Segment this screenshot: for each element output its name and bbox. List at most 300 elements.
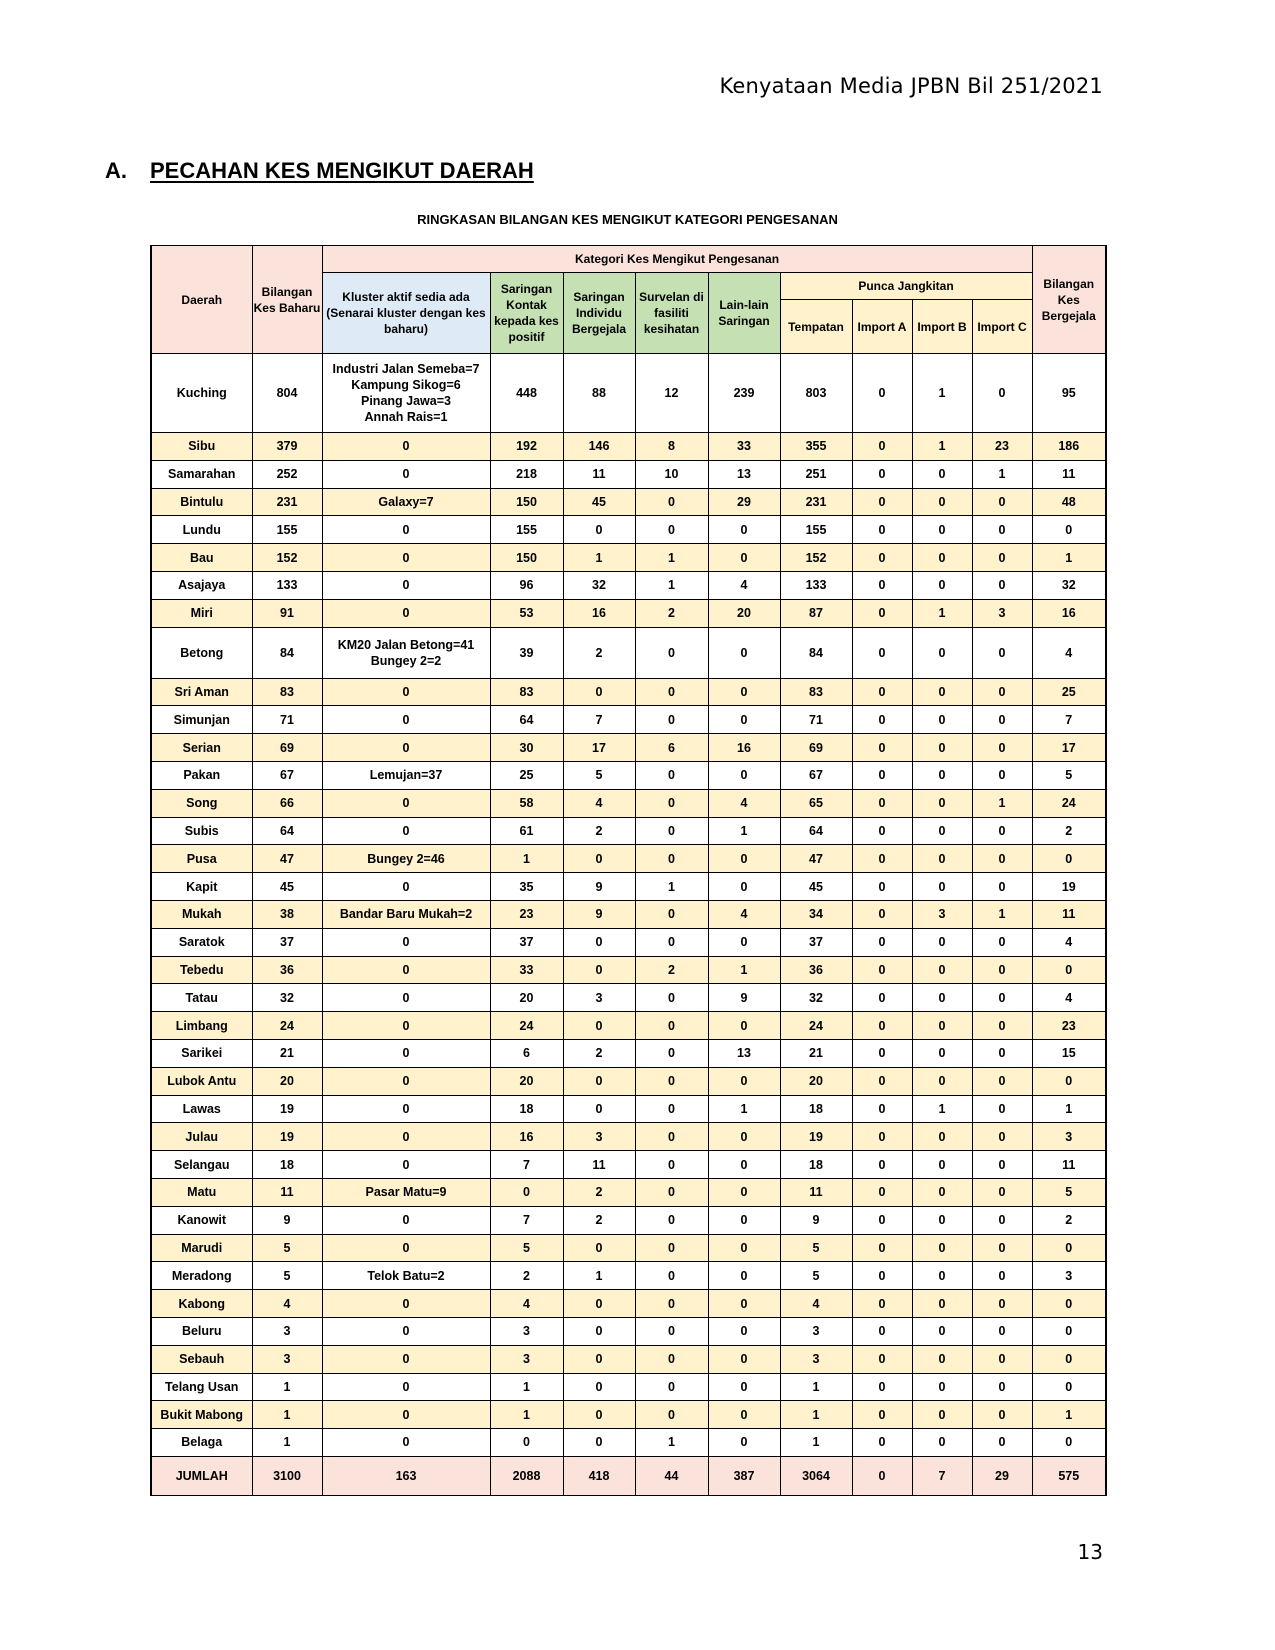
table-row [151, 873, 1106, 901]
cell-saringan-individu: 0 [563, 1290, 635, 1318]
cell-import-c: 0 [972, 516, 1032, 544]
table-row [151, 984, 1106, 1012]
cell-import-c: 0 [972, 1012, 1032, 1040]
cell-import-a: 0 [852, 1429, 912, 1457]
cell-kes-bergejala: 4 [1032, 627, 1106, 678]
cell-import-a: 0 [852, 627, 912, 678]
cell-tempatan: 36 [780, 956, 852, 984]
cell-kluster: 0 [322, 678, 490, 706]
cell-kluster: 0 [322, 706, 490, 734]
cell-import-c: 0 [972, 734, 1032, 762]
header-import-b: Import B [912, 300, 972, 354]
cell-import-b: 0 [912, 761, 972, 789]
cell-import-c: 0 [972, 488, 1032, 516]
cell-kes-baharu: 152 [252, 544, 322, 572]
cell-saringan-individu: 0 [563, 1095, 635, 1123]
cell-daerah: Bintulu [151, 488, 252, 516]
cell-saringan-kontak: 5 [490, 1234, 563, 1262]
cell-kes-baharu: 4 [252, 1290, 322, 1318]
cell-survelan: 0 [635, 1012, 708, 1040]
cell-saringan-kontak: 64 [490, 706, 563, 734]
cell-import-b: 0 [912, 488, 972, 516]
header-tempatan: Tempatan [780, 300, 852, 354]
cell-tempatan: 65 [780, 789, 852, 817]
cell-kes-bergejala: 0 [1032, 1234, 1106, 1262]
cell-import-a: 0 [852, 1012, 912, 1040]
header-survelan: Survelan di fasiliti kesihatan [635, 273, 708, 354]
cell-survelan: 0 [635, 1151, 708, 1179]
cell-import-c: 0 [972, 1067, 1032, 1095]
cell-survelan: 0 [635, 1290, 708, 1318]
cell-tempatan: 19 [780, 1123, 852, 1151]
cell-daerah: Pusa [151, 845, 252, 873]
cell-import-c: 0 [972, 1290, 1032, 1318]
cell-lain-lain: 0 [708, 1429, 780, 1457]
table-row [151, 900, 1106, 928]
cell-lain-lain: 0 [708, 678, 780, 706]
cell-import-c: 0 [972, 1151, 1032, 1179]
cell-survelan: 1 [635, 544, 708, 572]
cell-kes-baharu: 24 [252, 1012, 322, 1040]
cell-daerah: Sri Aman [151, 678, 252, 706]
cell-survelan: 0 [635, 984, 708, 1012]
cell-saringan-individu: 0 [563, 1067, 635, 1095]
cell-kes-baharu: 3100 [252, 1456, 322, 1495]
cell-kes-baharu: 20 [252, 1067, 322, 1095]
cell-tempatan: 45 [780, 873, 852, 901]
cell-daerah: Matu [151, 1178, 252, 1206]
cell-kluster: 0 [322, 544, 490, 572]
table-row [151, 1429, 1106, 1457]
cell-daerah: Lawas [151, 1095, 252, 1123]
cell-daerah: Bukit Mabong [151, 1401, 252, 1429]
cell-lain-lain: 20 [708, 599, 780, 627]
cell-import-a: 0 [852, 1151, 912, 1179]
cell-tempatan: 1 [780, 1373, 852, 1401]
cell-survelan: 8 [635, 433, 708, 461]
cell-kes-bergejala: 1 [1032, 1095, 1106, 1123]
cell-kluster: Lemujan=37 [322, 761, 490, 789]
cell-import-b: 1 [912, 599, 972, 627]
cell-import-a: 0 [852, 1317, 912, 1345]
cell-tempatan: 5 [780, 1262, 852, 1290]
cell-survelan: 2 [635, 956, 708, 984]
cell-tempatan: 84 [780, 627, 852, 678]
cell-import-b: 0 [912, 627, 972, 678]
cell-import-c: 0 [972, 571, 1032, 599]
cell-saringan-individu: 3 [563, 984, 635, 1012]
cell-saringan-individu: 146 [563, 433, 635, 461]
cell-import-c: 0 [972, 873, 1032, 901]
table-row [151, 678, 1106, 706]
cell-tempatan: 3 [780, 1345, 852, 1373]
cell-lain-lain: 0 [708, 706, 780, 734]
cell-survelan: 0 [635, 1373, 708, 1401]
cell-tempatan: 231 [780, 488, 852, 516]
cell-kes-baharu: 84 [252, 627, 322, 678]
cell-import-b: 0 [912, 1262, 972, 1290]
cell-import-c: 0 [972, 1317, 1032, 1345]
cell-tempatan: 11 [780, 1178, 852, 1206]
cell-daerah: Bau [151, 544, 252, 572]
cell-saringan-individu: 11 [563, 460, 635, 488]
cell-kes-bergejala: 0 [1032, 516, 1106, 544]
cell-import-a: 0 [852, 817, 912, 845]
cell-daerah: Lubok Antu [151, 1067, 252, 1095]
cell-kes-bergejala: 11 [1032, 460, 1106, 488]
header-kluster: Kluster aktif sedia ada (Senarai kluster dengan kes baharu) [322, 273, 490, 354]
cell-import-b: 0 [912, 544, 972, 572]
header-bilangan-kes-baharu: Bilangan Kes Baharu [252, 246, 322, 354]
cell-kes-bergejala: 1 [1032, 544, 1106, 572]
cell-import-a: 0 [852, 1345, 912, 1373]
header-lain-lain: Lain-lain Saringan [708, 273, 780, 354]
table-row [151, 460, 1106, 488]
table-row [151, 1012, 1106, 1040]
cell-import-c: 29 [972, 1456, 1032, 1495]
cell-kes-baharu: 71 [252, 706, 322, 734]
cell-saringan-kontak: 18 [490, 1095, 563, 1123]
cell-saringan-kontak: 0 [490, 1429, 563, 1457]
cell-survelan: 2 [635, 599, 708, 627]
cell-saringan-individu: 1 [563, 544, 635, 572]
cell-kluster: 0 [322, 1429, 490, 1457]
cell-saringan-kontak: 23 [490, 900, 563, 928]
cell-kes-baharu: 5 [252, 1262, 322, 1290]
cell-saringan-individu: 0 [563, 1401, 635, 1429]
cell-lain-lain: 13 [708, 460, 780, 488]
cell-survelan: 12 [635, 354, 708, 433]
cell-import-b: 1 [912, 354, 972, 433]
cell-saringan-individu: 418 [563, 1456, 635, 1495]
table-row [151, 734, 1106, 762]
cell-import-a: 0 [852, 706, 912, 734]
cell-lain-lain: 0 [708, 873, 780, 901]
cell-import-c: 0 [972, 1206, 1032, 1234]
table-row [151, 706, 1106, 734]
cell-kluster: 0 [322, 1345, 490, 1373]
cell-kluster: 0 [322, 433, 490, 461]
cell-import-c: 0 [972, 1345, 1032, 1373]
cell-import-a: 0 [852, 516, 912, 544]
cell-daerah: Limbang [151, 1012, 252, 1040]
cell-tempatan: 251 [780, 460, 852, 488]
cell-lain-lain: 4 [708, 900, 780, 928]
cell-tempatan: 47 [780, 845, 852, 873]
cell-kes-bergejala: 0 [1032, 1067, 1106, 1095]
cell-daerah: Kanowit [151, 1206, 252, 1234]
cell-saringan-kontak: 3 [490, 1317, 563, 1345]
cell-daerah: Beluru [151, 1317, 252, 1345]
cell-tempatan: 355 [780, 433, 852, 461]
cell-kes-baharu: 38 [252, 900, 322, 928]
table-row [151, 1290, 1106, 1318]
cell-saringan-kontak: 61 [490, 817, 563, 845]
cell-saringan-kontak: 4 [490, 1290, 563, 1318]
cell-saringan-kontak: 24 [490, 1012, 563, 1040]
cell-import-b: 1 [912, 433, 972, 461]
cell-import-a: 0 [852, 1401, 912, 1429]
table-row [151, 1039, 1106, 1067]
cell-kes-bergejala: 3 [1032, 1123, 1106, 1151]
cell-kluster: 0 [322, 1234, 490, 1262]
table-row [151, 354, 1106, 433]
cell-tempatan: 32 [780, 984, 852, 1012]
cell-tempatan: 803 [780, 354, 852, 433]
cell-tempatan: 18 [780, 1151, 852, 1179]
cell-kes-baharu: 19 [252, 1123, 322, 1151]
cell-saringan-kontak: 58 [490, 789, 563, 817]
table-row [151, 1206, 1106, 1234]
cell-kluster: 0 [322, 460, 490, 488]
cell-survelan: 0 [635, 706, 708, 734]
cell-kes-baharu: 1 [252, 1401, 322, 1429]
table-row [151, 1123, 1106, 1151]
cell-kes-bergejala: 23 [1032, 1012, 1106, 1040]
cell-import-a: 0 [852, 761, 912, 789]
table-row [151, 1095, 1106, 1123]
cell-saringan-individu: 0 [563, 1373, 635, 1401]
cell-daerah: Song [151, 789, 252, 817]
cell-kluster: Industri Jalan Semeba=7 Kampung Sikog=6 Pinang Jawa=3 Annah Rais=1 [322, 354, 490, 433]
cell-import-b: 0 [912, 984, 972, 1012]
cell-lain-lain: 4 [708, 789, 780, 817]
cell-kes-baharu: 231 [252, 488, 322, 516]
cell-saringan-kontak: 33 [490, 956, 563, 984]
cell-kes-bergejala: 7 [1032, 706, 1106, 734]
cell-lain-lain: 9 [708, 984, 780, 1012]
cell-survelan: 0 [635, 817, 708, 845]
cell-import-c: 0 [972, 1123, 1032, 1151]
cell-import-a: 0 [852, 1290, 912, 1318]
table-title: RINGKASAN BILANGAN KES MENGIKUT KATEGORI PENGESANAN [417, 212, 838, 227]
cell-daerah: Miri [151, 599, 252, 627]
cell-tempatan: 3 [780, 1317, 852, 1345]
cell-saringan-kontak: 20 [490, 1067, 563, 1095]
cell-kes-baharu: 32 [252, 984, 322, 1012]
cell-tempatan: 4 [780, 1290, 852, 1318]
cell-import-a: 0 [852, 956, 912, 984]
cell-lain-lain: 0 [708, 761, 780, 789]
cell-saringan-individu: 5 [563, 761, 635, 789]
cell-import-a: 0 [852, 544, 912, 572]
cell-lain-lain: 0 [708, 1123, 780, 1151]
cell-saringan-kontak: 1 [490, 1401, 563, 1429]
cell-tempatan: 9 [780, 1206, 852, 1234]
page-number: 13 [1077, 1540, 1103, 1564]
cell-import-b: 0 [912, 1317, 972, 1345]
cell-saringan-individu: 2 [563, 1206, 635, 1234]
cell-tempatan: 1 [780, 1401, 852, 1429]
cell-tempatan: 37 [780, 928, 852, 956]
cell-survelan: 0 [635, 928, 708, 956]
cell-import-b: 0 [912, 873, 972, 901]
cell-tempatan: 18 [780, 1095, 852, 1123]
table-row [151, 1178, 1106, 1206]
cell-kes-bergejala: 16 [1032, 599, 1106, 627]
cell-tempatan: 155 [780, 516, 852, 544]
cell-import-b: 0 [912, 1067, 972, 1095]
cell-survelan: 0 [635, 1206, 708, 1234]
cell-kes-bergejala: 5 [1032, 761, 1106, 789]
cell-survelan: 1 [635, 873, 708, 901]
cell-import-b: 0 [912, 734, 972, 762]
cell-import-c: 0 [972, 1373, 1032, 1401]
cell-import-a: 0 [852, 354, 912, 433]
cell-survelan: 0 [635, 1345, 708, 1373]
cell-import-c: 0 [972, 1262, 1032, 1290]
cell-import-a: 0 [852, 488, 912, 516]
cell-daerah: Serian [151, 734, 252, 762]
cell-saringan-kontak: 2 [490, 1262, 563, 1290]
cell-kluster: Bungey 2=46 [322, 845, 490, 873]
cell-daerah: Kuching [151, 354, 252, 433]
cell-saringan-individu: 2 [563, 817, 635, 845]
cell-import-c: 0 [972, 706, 1032, 734]
cell-lain-lain: 0 [708, 1262, 780, 1290]
cell-saringan-individu: 17 [563, 734, 635, 762]
cell-kes-bergejala: 32 [1032, 571, 1106, 599]
cell-import-a: 0 [852, 1095, 912, 1123]
cell-tempatan: 67 [780, 761, 852, 789]
cell-kes-baharu: 133 [252, 571, 322, 599]
cell-kes-baharu: 37 [252, 928, 322, 956]
cell-import-b: 0 [912, 1401, 972, 1429]
cell-lain-lain: 4 [708, 571, 780, 599]
cell-kes-bergejala: 0 [1032, 1345, 1106, 1373]
cell-kes-bergejala: 4 [1032, 928, 1106, 956]
cell-saringan-kontak: 1 [490, 1373, 563, 1401]
cell-import-b: 0 [912, 571, 972, 599]
cell-tempatan: 24 [780, 1012, 852, 1040]
cell-kluster: 0 [322, 1401, 490, 1429]
cell-survelan: 10 [635, 460, 708, 488]
cell-import-c: 3 [972, 599, 1032, 627]
cell-import-c: 0 [972, 928, 1032, 956]
cell-daerah: Asajaya [151, 571, 252, 599]
cell-import-c: 0 [972, 1429, 1032, 1457]
cell-import-a: 0 [852, 900, 912, 928]
cell-lain-lain: 0 [708, 1234, 780, 1262]
cell-survelan: 0 [635, 1178, 708, 1206]
cell-kes-bergejala: 17 [1032, 734, 1106, 762]
cell-lain-lain: 1 [708, 1095, 780, 1123]
cell-import-c: 0 [972, 845, 1032, 873]
cell-kluster: 0 [322, 1039, 490, 1067]
cell-import-a: 0 [852, 928, 912, 956]
cell-import-c: 0 [972, 956, 1032, 984]
cell-import-a: 0 [852, 460, 912, 488]
cell-kes-baharu: 1 [252, 1429, 322, 1457]
cell-import-a: 0 [852, 1206, 912, 1234]
cell-tempatan: 87 [780, 599, 852, 627]
cell-survelan: 44 [635, 1456, 708, 1495]
cell-kluster: 0 [322, 1067, 490, 1095]
cell-kes-bergejala: 11 [1032, 900, 1106, 928]
cell-import-b: 0 [912, 460, 972, 488]
cell-import-a: 0 [852, 1123, 912, 1151]
cell-survelan: 0 [635, 1401, 708, 1429]
cell-saringan-individu: 11 [563, 1151, 635, 1179]
cell-daerah: Marudi [151, 1234, 252, 1262]
cell-daerah: Sibu [151, 433, 252, 461]
cell-import-c: 0 [972, 544, 1032, 572]
cell-lain-lain: 1 [708, 817, 780, 845]
cell-saringan-kontak: 37 [490, 928, 563, 956]
cell-kluster: 0 [322, 1095, 490, 1123]
header-kategori: Kategori Kes Mengikut Pengesanan [322, 246, 1032, 273]
cell-saringan-individu: 7 [563, 706, 635, 734]
header-import-c: Import C [972, 300, 1032, 354]
cell-survelan: 0 [635, 845, 708, 873]
cell-kes-bergejala: 0 [1032, 1317, 1106, 1345]
cell-kes-baharu: 379 [252, 433, 322, 461]
cell-lain-lain: 239 [708, 354, 780, 433]
header-punca-jangkitan: Punca Jangkitan [780, 273, 1032, 300]
cell-saringan-kontak: 96 [490, 571, 563, 599]
cell-kluster: 0 [322, 956, 490, 984]
table-row [151, 1067, 1106, 1095]
cell-daerah: Tatau [151, 984, 252, 1012]
cell-daerah: Julau [151, 1123, 252, 1151]
cell-lain-lain: 13 [708, 1039, 780, 1067]
cell-kes-bergejala: 3 [1032, 1262, 1106, 1290]
cell-import-b: 0 [912, 789, 972, 817]
cell-saringan-individu: 1 [563, 1262, 635, 1290]
cell-tempatan: 1 [780, 1429, 852, 1457]
cell-daerah: Belaga [151, 1429, 252, 1457]
cell-saringan-individu: 88 [563, 354, 635, 433]
cell-kes-bergejala: 4 [1032, 984, 1106, 1012]
cell-saringan-individu: 9 [563, 873, 635, 901]
cell-daerah: Simunjan [151, 706, 252, 734]
cell-import-c: 0 [972, 1178, 1032, 1206]
cell-kes-bergejala: 15 [1032, 1039, 1106, 1067]
cell-tempatan: 34 [780, 900, 852, 928]
cell-kes-bergejala: 1 [1032, 1401, 1106, 1429]
cell-saringan-kontak: 0 [490, 1178, 563, 1206]
cell-kluster: 0 [322, 1151, 490, 1179]
cell-kluster: 0 [322, 928, 490, 956]
cell-import-a: 0 [852, 873, 912, 901]
cell-saringan-kontak: 448 [490, 354, 563, 433]
cell-lain-lain: 0 [708, 1178, 780, 1206]
total-row [151, 1456, 1106, 1495]
cell-saringan-kontak: 150 [490, 544, 563, 572]
cell-import-c: 0 [972, 984, 1032, 1012]
cell-kes-baharu: 64 [252, 817, 322, 845]
table-row [151, 1373, 1106, 1401]
table-row [151, 488, 1106, 516]
cell-kluster: KM20 Jalan Betong=41 Bungey 2=2 [322, 627, 490, 678]
cell-tempatan: 152 [780, 544, 852, 572]
cell-kes-bergejala: 2 [1032, 1206, 1106, 1234]
table-row [151, 1234, 1106, 1262]
cell-survelan: 0 [635, 1095, 708, 1123]
cell-saringan-kontak: 30 [490, 734, 563, 762]
cell-import-b: 0 [912, 1206, 972, 1234]
cell-kes-baharu: 3 [252, 1345, 322, 1373]
cell-lain-lain: 0 [708, 1317, 780, 1345]
cell-survelan: 0 [635, 1262, 708, 1290]
cell-saringan-individu: 3 [563, 1123, 635, 1151]
cell-kes-baharu: 252 [252, 460, 322, 488]
cell-import-a: 0 [852, 1178, 912, 1206]
cell-saringan-kontak: 16 [490, 1123, 563, 1151]
section-title: PECAHAN KES MENGIKUT DAERAH [150, 158, 534, 183]
cell-survelan: 0 [635, 488, 708, 516]
cell-kluster: 163 [322, 1456, 490, 1495]
